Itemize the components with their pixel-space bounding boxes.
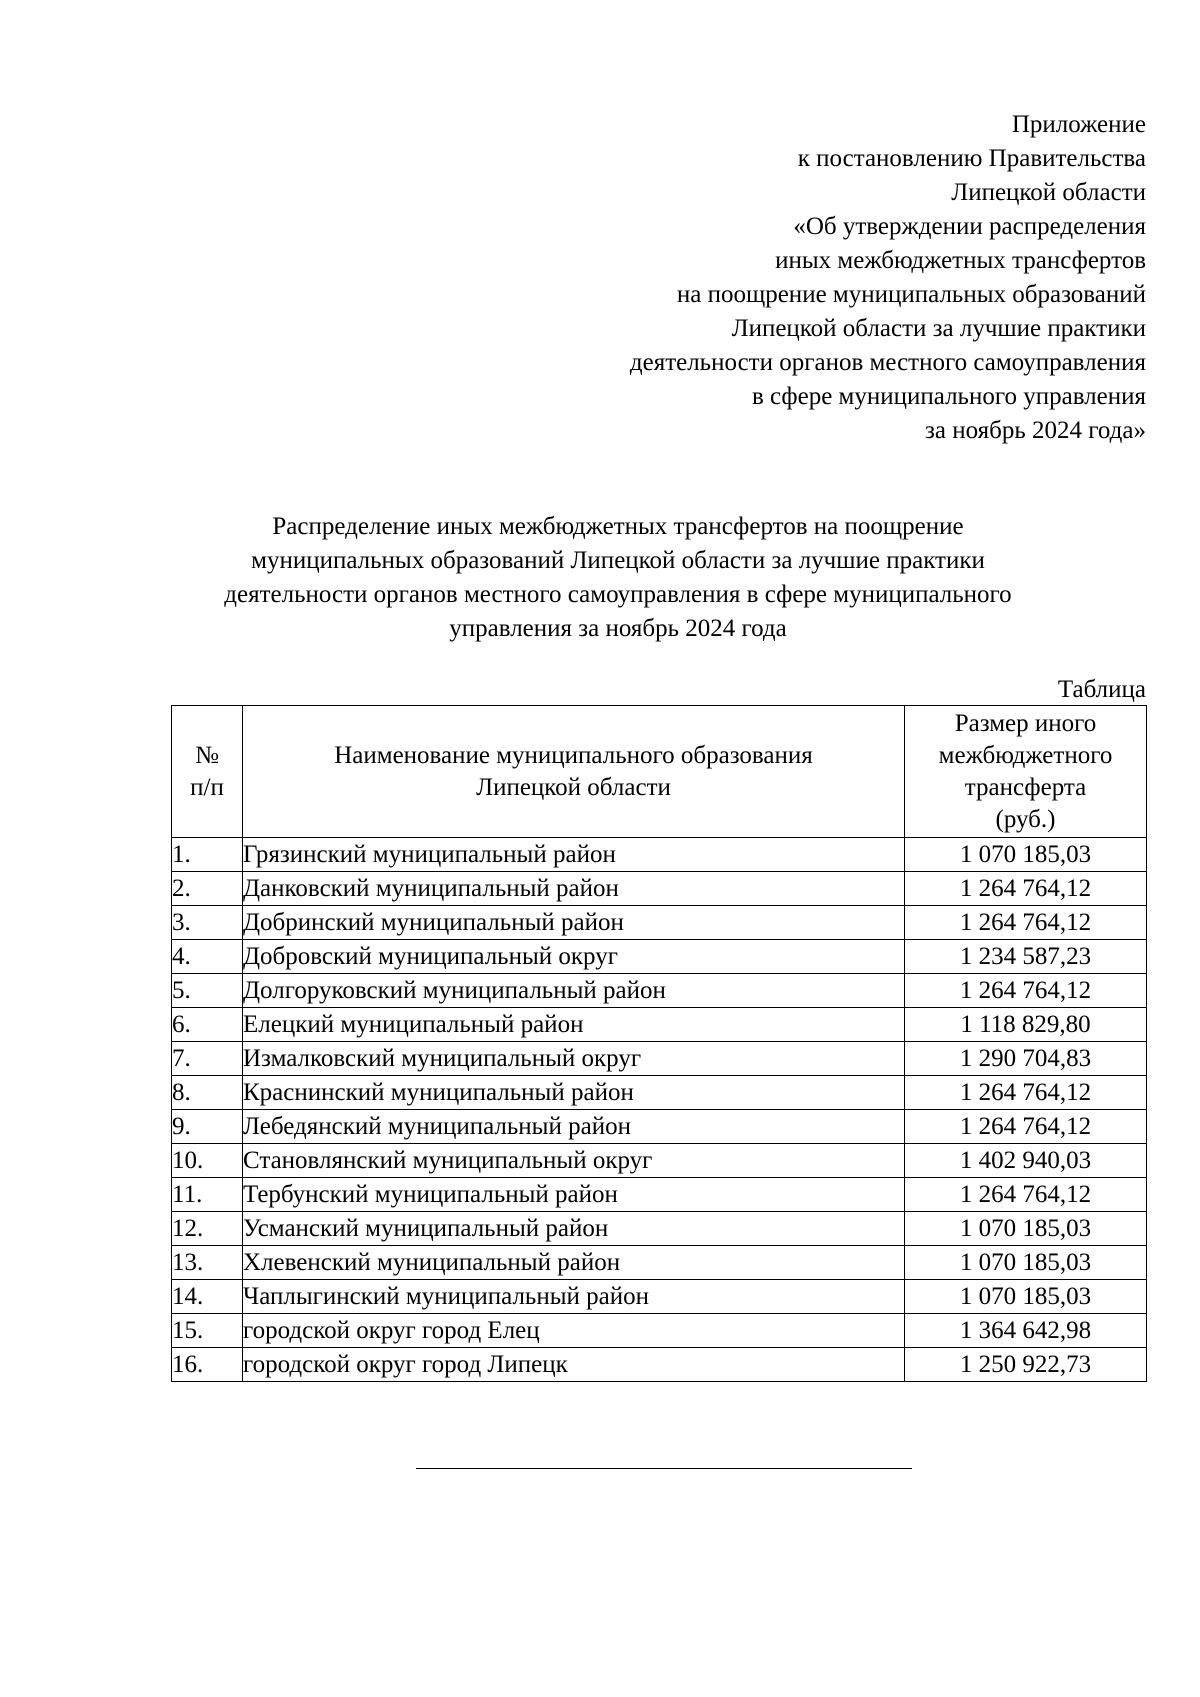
table-row xyxy=(172,940,1147,974)
table-row xyxy=(172,1212,1147,1246)
row-municipality: Краснинский муниципальный район xyxy=(243,1076,905,1110)
table-row xyxy=(172,1246,1147,1280)
row-municipality: Лебедянский муниципальный район xyxy=(243,1110,905,1144)
row-number: 16. xyxy=(172,1348,243,1382)
table-row xyxy=(172,906,1147,940)
header-amount-line: трансферта xyxy=(964,773,1087,801)
row-municipality: Измалковский муниципальный округ xyxy=(243,1042,905,1076)
table-row xyxy=(172,1178,1147,1212)
row-number: 6. xyxy=(172,1008,243,1042)
row-amount: 1 070 185,03 xyxy=(905,1246,1147,1280)
table-row xyxy=(172,872,1147,906)
row-number: 11. xyxy=(172,1178,243,1212)
title-line: муниципальных образований Липецкой области за лучшие практики xyxy=(251,547,985,574)
table-row xyxy=(172,1076,1147,1110)
row-amount: 1 118 829,80 xyxy=(905,1008,1147,1042)
row-number: 9. xyxy=(172,1110,243,1144)
row-number: 13. xyxy=(172,1246,243,1280)
appendix-line: «Об утверждении распределения xyxy=(793,213,1146,240)
row-municipality: Грязинский муниципальный район xyxy=(243,838,905,872)
distribution-table xyxy=(171,705,1147,1382)
row-number: 12. xyxy=(172,1212,243,1246)
row-municipality: Добровский муниципальный округ xyxy=(243,940,905,974)
row-amount: 1 264 764,12 xyxy=(905,1178,1147,1212)
document-title xyxy=(170,510,1066,646)
table-row xyxy=(172,838,1147,872)
table-row xyxy=(172,1008,1147,1042)
row-number: 5. xyxy=(172,974,243,1008)
row-amount: 1 070 185,03 xyxy=(905,1212,1147,1246)
row-number: 15. xyxy=(172,1314,243,1348)
appendix-line: иных межбюджетных трансфертов xyxy=(775,247,1146,274)
row-number: 7. xyxy=(172,1042,243,1076)
appendix-line: в сфере муниципального управления xyxy=(751,383,1146,410)
table-row xyxy=(172,1144,1147,1178)
row-municipality: Елецкий муниципальный район xyxy=(243,1008,905,1042)
row-municipality: городской округ город Липецк xyxy=(243,1348,905,1382)
row-number: 14. xyxy=(172,1280,243,1314)
row-municipality: Становлянский муниципальный округ xyxy=(243,1144,905,1178)
row-amount: 1 264 764,12 xyxy=(905,1076,1147,1110)
row-amount: 1 364 642,98 xyxy=(905,1314,1147,1348)
header-number xyxy=(172,706,243,838)
row-number: 10. xyxy=(172,1144,243,1178)
header-amount-line: Размер иного xyxy=(954,709,1097,737)
row-municipality: Долгоруковский муниципальный район xyxy=(243,974,905,1008)
row-number: 8. xyxy=(172,1076,243,1110)
appendix-line: Приложение xyxy=(1011,111,1146,138)
table-row xyxy=(172,974,1147,1008)
row-amount: 1 264 764,12 xyxy=(905,974,1147,1008)
row-number: 4. xyxy=(172,940,243,974)
closing-rule xyxy=(416,1468,912,1469)
row-municipality: Добринский муниципальный район xyxy=(243,906,905,940)
row-municipality: городской округ город Елец xyxy=(243,1314,905,1348)
table-row xyxy=(172,1314,1147,1348)
row-number: 3. xyxy=(172,906,243,940)
header-amount xyxy=(905,706,1147,838)
header-amount-line: межбюджетного xyxy=(938,741,1113,769)
header-number-line: № xyxy=(195,741,219,769)
row-municipality: Тербунский муниципальный район xyxy=(243,1178,905,1212)
row-municipality: Усманский муниципальный район xyxy=(243,1212,905,1246)
title-line: управления за ноябрь 2024 года xyxy=(449,615,787,642)
row-municipality: Хлевенский муниципальный район xyxy=(243,1246,905,1280)
row-amount: 1 234 587,23 xyxy=(905,940,1147,974)
row-amount: 1 264 764,12 xyxy=(905,872,1147,906)
appendix-line: на поощрение муниципальных образований xyxy=(676,281,1146,308)
appendix-line: за ноябрь 2024 года» xyxy=(925,417,1146,444)
row-amount: 1 290 704,83 xyxy=(905,1042,1147,1076)
row-amount: 1 264 764,12 xyxy=(905,906,1147,940)
header-amount-line: (руб.) xyxy=(995,805,1056,833)
appendix-line: Липецкой области за лучшие практики xyxy=(731,315,1146,342)
row-municipality: Чаплыгинский муниципальный район xyxy=(243,1280,905,1314)
header-name-line: Липецкой области xyxy=(476,773,671,801)
appendix-line: к постановлению Правительства xyxy=(797,145,1146,172)
title-line: деятельности органов местного самоуправления в сфере муниципального xyxy=(224,581,1012,608)
appendix-line: деятельности органов местного самоуправления xyxy=(629,349,1146,376)
header-name-line: Наименование муниципального образования xyxy=(334,741,813,769)
table-row xyxy=(172,1348,1147,1382)
row-amount: 1 250 922,73 xyxy=(905,1348,1147,1382)
table-row xyxy=(172,1280,1147,1314)
table-header-row xyxy=(172,706,1147,838)
table-caption: Таблица xyxy=(1057,676,1146,703)
appendix-line: Липецкой области xyxy=(951,179,1146,206)
appendix-header xyxy=(446,108,1146,448)
row-amount: 1 070 185,03 xyxy=(905,838,1147,872)
row-municipality: Данковский муниципальный район xyxy=(243,872,905,906)
table-row xyxy=(172,1110,1147,1144)
row-number: 2. xyxy=(172,872,243,906)
row-number: 1. xyxy=(172,838,243,872)
header-name xyxy=(243,706,905,838)
header-number-line: п/п xyxy=(190,773,224,801)
row-amount: 1 070 185,03 xyxy=(905,1280,1147,1314)
table-row xyxy=(172,1042,1147,1076)
row-amount: 1 264 764,12 xyxy=(905,1110,1147,1144)
row-amount: 1 402 940,03 xyxy=(905,1144,1147,1178)
title-line: Распределение иных межбюджетных трансфертов на поощрение xyxy=(272,513,964,540)
